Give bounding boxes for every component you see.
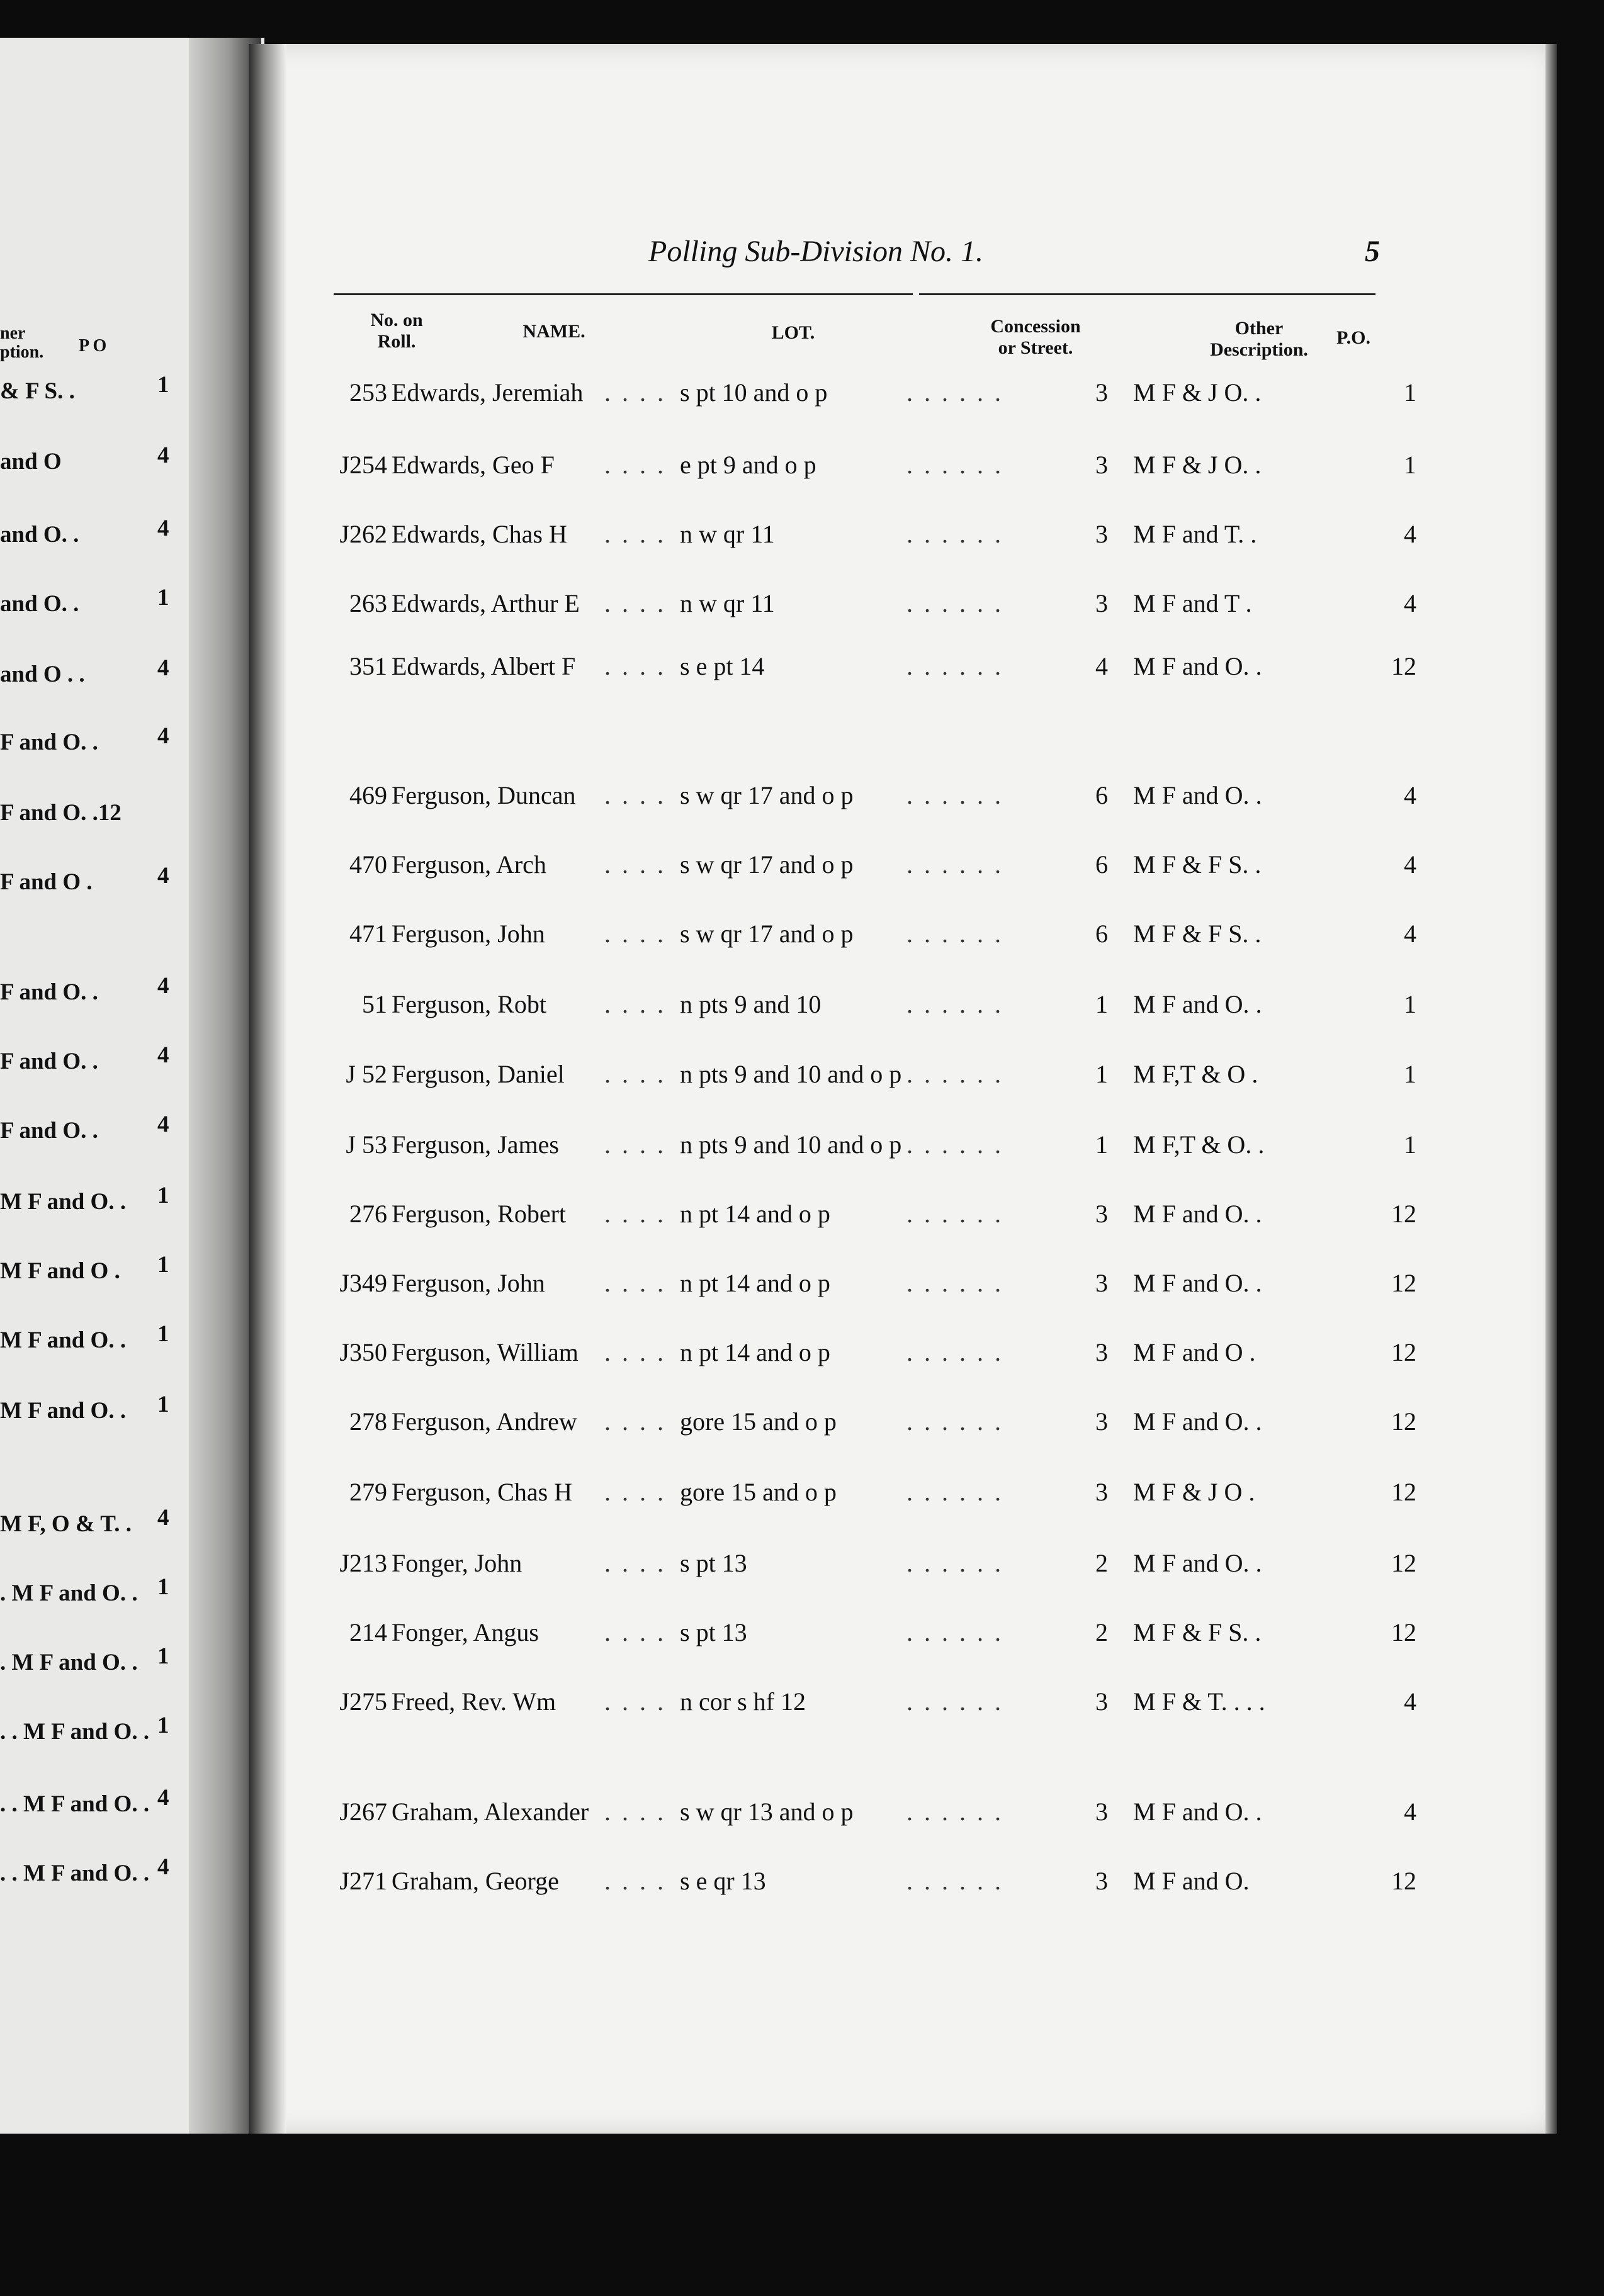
roll-number: 276	[349, 1200, 387, 1228]
left-row-po: 4	[157, 1785, 169, 1811]
roll-number: 263	[349, 589, 387, 617]
other-description: M F,T & O. .	[1133, 1130, 1265, 1159]
table-row	[327, 588, 1435, 626]
left-row-description: F and O. .	[0, 979, 98, 1005]
table-row	[327, 1687, 1435, 1725]
roll-number: J 53	[346, 1130, 387, 1159]
other-description: M F and O. .	[1133, 1200, 1262, 1228]
lot: gore 15 and o p	[680, 1478, 837, 1506]
leader-dots: . . . .	[604, 451, 666, 479]
lot: s pt 13	[680, 1549, 747, 1577]
voter-name: Ferguson, Chas H	[392, 1478, 573, 1506]
roll-number: 51	[362, 990, 387, 1018]
leader-dots: . . . .	[604, 1549, 666, 1577]
roll-number: J213	[339, 1549, 387, 1577]
lot: s w qr 17 and o p	[680, 920, 854, 948]
voter-name: Ferguson, James	[392, 1130, 559, 1159]
voter-name: Ferguson, John	[392, 1269, 545, 1297]
left-row-description: M F and O .	[0, 1258, 120, 1284]
left-row-po: 1	[157, 1643, 169, 1669]
lot: n w qr 11	[680, 520, 775, 548]
other-description: M F and O. .	[1133, 781, 1262, 809]
other-description: M F & J O .	[1133, 1478, 1255, 1506]
leader-dots: . . . .	[604, 990, 666, 1018]
lot: s w qr 13 and o p	[680, 1798, 854, 1826]
lot: s e qr 13	[680, 1867, 766, 1895]
left-row-po: 1	[157, 585, 169, 611]
voter-name: Edwards, Chas H	[392, 520, 567, 548]
other-description: M F and O. .	[1133, 1549, 1262, 1577]
table-row	[327, 1059, 1435, 1097]
left-row-po: 1	[157, 1321, 169, 1347]
post-office: 4	[1404, 781, 1416, 809]
voter-name: Edwards, Arthur E	[392, 589, 580, 617]
left-row-po: 1	[157, 1574, 169, 1600]
lot: n w qr 11	[680, 589, 775, 617]
lot: n pts 9 and 10 and o p	[680, 1060, 902, 1088]
table-row	[327, 1407, 1435, 1444]
leader-dots: . . . .	[604, 1407, 666, 1436]
roll-number: J275	[339, 1687, 387, 1716]
concession: 3	[1095, 1269, 1108, 1297]
concession: 1	[1095, 1060, 1108, 1088]
leader-dots: . . . . . .	[906, 920, 1003, 948]
left-row-po: 4	[157, 1042, 169, 1068]
page-edge	[1545, 44, 1557, 2134]
lot: n pts 9 and 10 and o p	[680, 1130, 902, 1159]
voter-name: Ferguson, Duncan	[392, 781, 576, 809]
concession: 1	[1095, 990, 1108, 1018]
other-description: M F,T & O .	[1133, 1060, 1258, 1088]
roll-number: J254	[339, 451, 387, 479]
left-row-description: . . M F and O. .	[0, 1719, 150, 1745]
leader-dots: . . . . . .	[906, 1618, 1003, 1646]
leader-dots: . . . . . .	[906, 589, 1003, 617]
table-row	[327, 989, 1435, 1027]
leader-dots: . . . .	[604, 920, 666, 948]
voter-name: Ferguson, Daniel	[392, 1060, 565, 1088]
post-office: 12	[1391, 1478, 1416, 1506]
header-other-description: Other Description.	[1210, 318, 1308, 360]
header-concession: Concession or Street.	[990, 316, 1081, 358]
post-office: 12	[1391, 1200, 1416, 1228]
concession: 3	[1095, 1478, 1108, 1506]
left-row-po: 4	[157, 515, 169, 541]
leader-dots: . . . . . .	[906, 1200, 1003, 1228]
concession: 3	[1095, 1407, 1108, 1436]
post-office: 12	[1391, 1549, 1416, 1577]
voter-name: Fonger, Angus	[392, 1618, 539, 1646]
header-name: NAME.	[522, 321, 585, 342]
table-row	[327, 1337, 1435, 1375]
voter-name: Ferguson, Robert	[392, 1200, 567, 1228]
post-office: 1	[1404, 1130, 1416, 1159]
leader-dots: . . . .	[604, 1867, 666, 1895]
voter-name: Edwards, Albert F	[392, 652, 576, 680]
table-row	[327, 1268, 1435, 1306]
other-description: M F and T .	[1133, 589, 1252, 617]
leader-dots: . . . . . .	[906, 990, 1003, 1018]
table-row	[327, 1618, 1435, 1655]
roll-number: J271	[339, 1867, 387, 1895]
table-row	[327, 651, 1435, 689]
table-row	[327, 450, 1435, 488]
table-row	[327, 519, 1435, 557]
post-office: 12	[1391, 652, 1416, 680]
left-row-description: . . M F and O. .	[0, 1860, 150, 1886]
post-office: 12	[1391, 1867, 1416, 1895]
roll-number: J 52	[346, 1060, 387, 1088]
table-row	[327, 1130, 1435, 1168]
leader-dots: . . . . . .	[906, 378, 1003, 407]
leader-dots: . . . . . .	[906, 652, 1003, 680]
left-row-description: and O. .	[0, 522, 79, 548]
other-description: M F & T. . . .	[1133, 1687, 1265, 1716]
leader-dots: . . . .	[604, 1798, 666, 1826]
lot: s w qr 17 and o p	[680, 850, 854, 879]
page-number: 5	[1365, 235, 1380, 268]
post-office: 1	[1404, 451, 1416, 479]
post-office: 1	[1404, 990, 1416, 1018]
left-row-po: 4	[157, 442, 169, 468]
leader-dots: . . . . . .	[906, 1407, 1003, 1436]
left-row-po: 4	[157, 1854, 169, 1880]
table-row	[327, 1866, 1435, 1904]
left-row-po: 1	[157, 1183, 169, 1208]
header-no-on-roll: No. on Roll.	[370, 310, 423, 352]
lot: gore 15 and o p	[680, 1407, 837, 1436]
concession: 3	[1095, 1867, 1108, 1895]
left-row-po: 4	[157, 723, 169, 749]
roll-number: J350	[339, 1338, 387, 1366]
post-office: 12	[1391, 1407, 1416, 1436]
concession: 3	[1095, 451, 1108, 479]
leader-dots: . . . .	[604, 1618, 666, 1646]
leader-dots: . . . . . .	[906, 1060, 1003, 1088]
leader-dots: . . . . . .	[906, 1478, 1003, 1506]
header-rule-right	[919, 293, 1375, 295]
leader-dots: . . . .	[604, 1269, 666, 1297]
post-office: 1	[1404, 1060, 1416, 1088]
table-row	[327, 850, 1435, 887]
page-shadow	[249, 44, 286, 2134]
lot: n pt 14 and o p	[680, 1338, 830, 1366]
header-lot: LOT.	[771, 322, 815, 343]
voter-name: Freed, Rev. Wm	[392, 1687, 556, 1716]
post-office: 4	[1404, 1687, 1416, 1716]
left-row-po: 1	[157, 1252, 169, 1278]
left-row-description: . M F and O. .	[0, 1580, 138, 1606]
leader-dots: . . . .	[604, 781, 666, 809]
concession: 2	[1095, 1549, 1108, 1577]
leader-dots: . . . .	[604, 1200, 666, 1228]
lot: n pt 14 and o p	[680, 1269, 830, 1297]
concession: 3	[1095, 1687, 1108, 1716]
roll-number: 471	[349, 920, 387, 948]
roll-number: J349	[339, 1269, 387, 1297]
leader-dots: . . . . . .	[906, 850, 1003, 879]
lot: s pt 10 and o p	[680, 378, 828, 407]
post-office: 4	[1404, 1798, 1416, 1826]
other-description: M F & J O. .	[1133, 378, 1262, 407]
left-row-po: 4	[157, 1111, 169, 1137]
lot: n cor s hf 12	[680, 1687, 806, 1716]
leader-dots: . . . . . .	[906, 1269, 1003, 1297]
left-row-description: M F, O & T. .	[0, 1511, 132, 1537]
roll-number: 214	[349, 1618, 387, 1646]
other-description: M F and O .	[1133, 1338, 1256, 1366]
table-row	[327, 378, 1435, 415]
leader-dots: . . . . . .	[906, 451, 1003, 479]
left-header-line-2: ption.	[0, 342, 44, 362]
leader-dots: . . . .	[604, 1478, 666, 1506]
concession: 3	[1095, 378, 1108, 407]
left-row-po: 4	[157, 973, 169, 999]
other-description: M F & F S. .	[1133, 920, 1262, 948]
left-header-line-1: ner	[0, 324, 26, 343]
lot: n pt 14 and o p	[680, 1200, 830, 1228]
voter-name: Ferguson, Arch	[392, 850, 546, 879]
post-office: 12	[1391, 1269, 1416, 1297]
left-row-description: M F and O. .	[0, 1189, 127, 1215]
leader-dots: . . . .	[604, 652, 666, 680]
post-office: 4	[1404, 920, 1416, 948]
post-office: 4	[1404, 589, 1416, 617]
left-row-description: . . M F and O. .	[0, 1791, 150, 1817]
leader-dots: . . . .	[604, 520, 666, 548]
leader-dots: . . . . . .	[906, 520, 1003, 548]
roll-number: 351	[349, 652, 387, 680]
post-office: 12	[1391, 1338, 1416, 1366]
concession: 3	[1095, 1200, 1108, 1228]
other-description: M F and O. .	[1133, 1407, 1262, 1436]
concession: 3	[1095, 520, 1108, 548]
lot: s e pt 14	[680, 652, 765, 680]
leader-dots: . . . .	[604, 1130, 666, 1159]
table-row	[327, 780, 1435, 818]
voter-name: Fonger, John	[392, 1549, 522, 1577]
post-office: 4	[1404, 520, 1416, 548]
concession: 1	[1095, 1130, 1108, 1159]
post-office: 1	[1404, 378, 1416, 407]
leader-dots: . . . .	[604, 1687, 666, 1716]
voter-name: Ferguson, Andrew	[392, 1407, 577, 1436]
other-description: M F & F S. .	[1133, 1618, 1262, 1646]
concession: 6	[1095, 781, 1108, 809]
other-description: M F and O. .	[1133, 1798, 1262, 1826]
running-head: Polling Sub-Division No. 1.	[648, 235, 983, 268]
left-row-po: 1	[157, 1392, 169, 1417]
left-row-description: F and O. .12	[0, 800, 121, 826]
leader-dots: . . . . . .	[906, 1798, 1003, 1826]
voter-name: Graham, George	[392, 1867, 559, 1895]
roll-number: 470	[349, 850, 387, 879]
concession: 3	[1095, 589, 1108, 617]
voter-name: Ferguson, William	[392, 1338, 579, 1366]
roll-number: 469	[349, 781, 387, 809]
table-row	[327, 1477, 1435, 1515]
roll-number: 278	[349, 1407, 387, 1436]
leader-dots: . . . . . .	[906, 1867, 1003, 1895]
left-row-description: and O . .	[0, 661, 85, 687]
leader-dots: . . . .	[604, 1060, 666, 1088]
voter-name: Edwards, Geo F	[392, 451, 555, 479]
lot: s w qr 17 and o p	[680, 781, 854, 809]
left-row-description: F and O .	[0, 869, 93, 895]
voter-name: Ferguson, John	[392, 920, 545, 948]
leader-dots: . . . . . .	[906, 1687, 1003, 1716]
voter-name: Graham, Alexander	[392, 1798, 589, 1826]
left-row-po: 1	[157, 1713, 169, 1738]
concession: 6	[1095, 920, 1108, 948]
left-page-header	[0, 324, 43, 362]
leader-dots: . . . .	[604, 1338, 666, 1366]
table-row	[327, 1199, 1435, 1237]
leader-dots: . . . . . .	[906, 1338, 1003, 1366]
concession: 4	[1095, 652, 1108, 680]
concession: 3	[1095, 1338, 1108, 1366]
left-header-po: P O	[79, 336, 107, 356]
roll-number: J267	[339, 1798, 387, 1826]
leader-dots: . . . . . .	[906, 781, 1003, 809]
post-office: 4	[1404, 850, 1416, 879]
concession: 2	[1095, 1618, 1108, 1646]
table-row	[327, 919, 1435, 957]
leader-dots: . . . .	[604, 378, 666, 407]
left-row-description: M F and O. .	[0, 1398, 127, 1424]
left-row-po: 1	[157, 372, 169, 398]
left-row-po: 4	[157, 655, 169, 681]
roll-number: 279	[349, 1478, 387, 1506]
leader-dots: . . . .	[604, 589, 666, 617]
left-row-description: . M F and O. .	[0, 1650, 138, 1675]
leader-dots: . . . . . .	[906, 1549, 1003, 1577]
left-row-description: and O. .	[0, 591, 79, 617]
concession: 3	[1095, 1798, 1108, 1826]
roll-number: 253	[349, 378, 387, 407]
left-row-description: M F and O. .	[0, 1327, 127, 1353]
left-row-po: 4	[157, 1505, 169, 1531]
left-row-po: 4	[157, 863, 169, 889]
other-description: M F & J O. .	[1133, 451, 1262, 479]
table-row	[327, 1797, 1435, 1835]
leader-dots: . . . . . .	[906, 1130, 1003, 1159]
post-office: 12	[1391, 1618, 1416, 1646]
other-description: M F and T. .	[1133, 520, 1257, 548]
lot: n pts 9 and 10	[680, 990, 822, 1018]
other-description: M F and O. .	[1133, 652, 1262, 680]
table-row	[327, 1548, 1435, 1586]
left-row-description: F and O. .	[0, 1118, 98, 1144]
header-po: P.O.	[1336, 327, 1370, 348]
left-row-description: F and O. .	[0, 1049, 98, 1074]
other-description: M F and O. .	[1133, 1269, 1262, 1297]
left-row-description: and O	[0, 449, 62, 475]
leader-dots: . . . .	[604, 850, 666, 879]
other-description: M F and O. .	[1133, 990, 1262, 1018]
left-row-description: F and O. .	[0, 729, 98, 755]
concession: 6	[1095, 850, 1108, 879]
left-row-description: & F S. .	[0, 378, 75, 404]
roll-number: J262	[339, 520, 387, 548]
header-rule-left	[334, 293, 913, 295]
other-description: M F and O.	[1133, 1867, 1250, 1895]
lot: s pt 13	[680, 1618, 747, 1646]
other-description: M F & F S. .	[1133, 850, 1262, 879]
voter-name: Edwards, Jeremiah	[392, 378, 584, 407]
voter-name: Ferguson, Robt	[392, 990, 546, 1018]
lot: e pt 9 and o p	[680, 451, 816, 479]
